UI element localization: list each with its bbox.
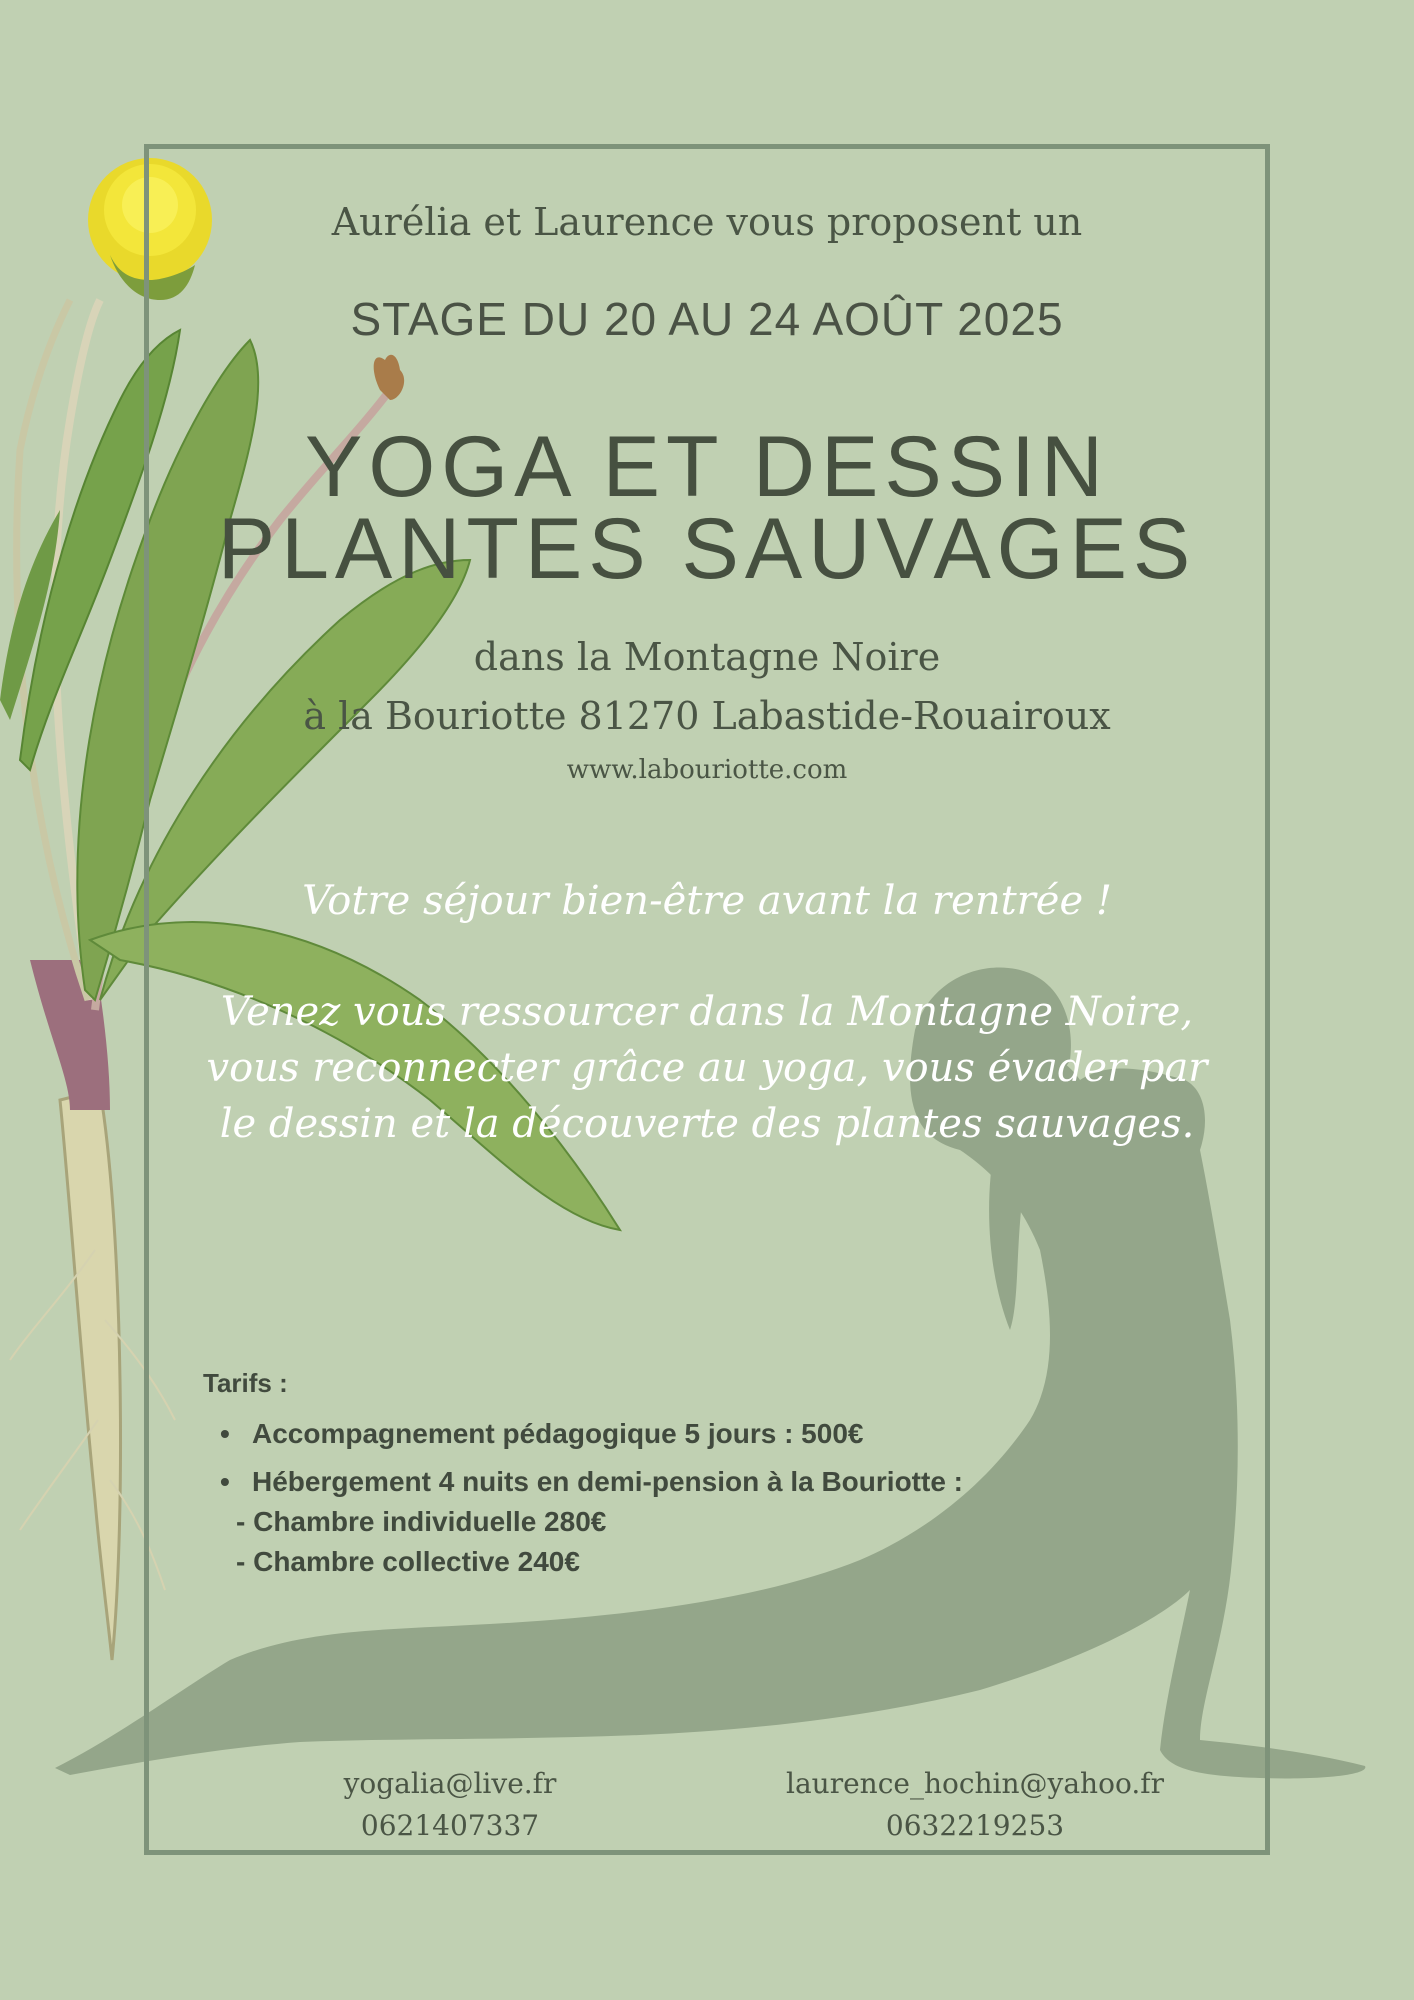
location-line-1: dans la Montagne Noire [473,635,941,679]
website-link[interactable]: www.labouriotte.com [566,755,848,785]
stage-dates: STAGE DU 20 AU 24 AOÛT 2025 [350,293,1064,345]
tarifs-list [218,1418,1118,1594]
location-line-2: à la Bouriotte 81270 Labastide-Rouairoux [303,694,1111,738]
contact-right [760,1763,1190,1847]
tarif-item-label: Hébergement 4 nuits en demi-pension à la Bouriotte : [252,1466,963,1497]
tarif-item [218,1418,1118,1450]
tarifs-heading: Tarifs : [203,1368,288,1398]
description: Venez vous ressourcer dans la Montagne Noire, vous reconnecter grâce au yoga, vous évader par le dessin et la découverte des plantes sauvages. [206,989,1208,1147]
email-link[interactable]: laurence_hochin@yahoo.fr [786,1767,1164,1800]
tarif-sub-item: - Chambre collective 240€ [236,1546,580,1577]
phone-number: 0621407337 [360,1809,540,1842]
intro-text: Aurélia et Laurence vous proposent un [331,200,1083,244]
tarif-item [218,1466,1118,1578]
slogan: Votre séjour bien-être avant la rentrée ! [302,878,1112,924]
email-link[interactable]: yogalia@live.fr [343,1767,557,1800]
title-line-1: YOGA ET DESSIN [304,419,1110,515]
contact-left [290,1763,610,1847]
phone-number: 0632219253 [885,1809,1065,1842]
tarif-sub-item: - Chambre individuelle 280€ [236,1506,607,1537]
tarif-item-label: Accompagnement pédagogique 5 jours : 500€ [252,1418,864,1449]
title-line-2: PLANTES SAUVAGES [217,501,1197,597]
